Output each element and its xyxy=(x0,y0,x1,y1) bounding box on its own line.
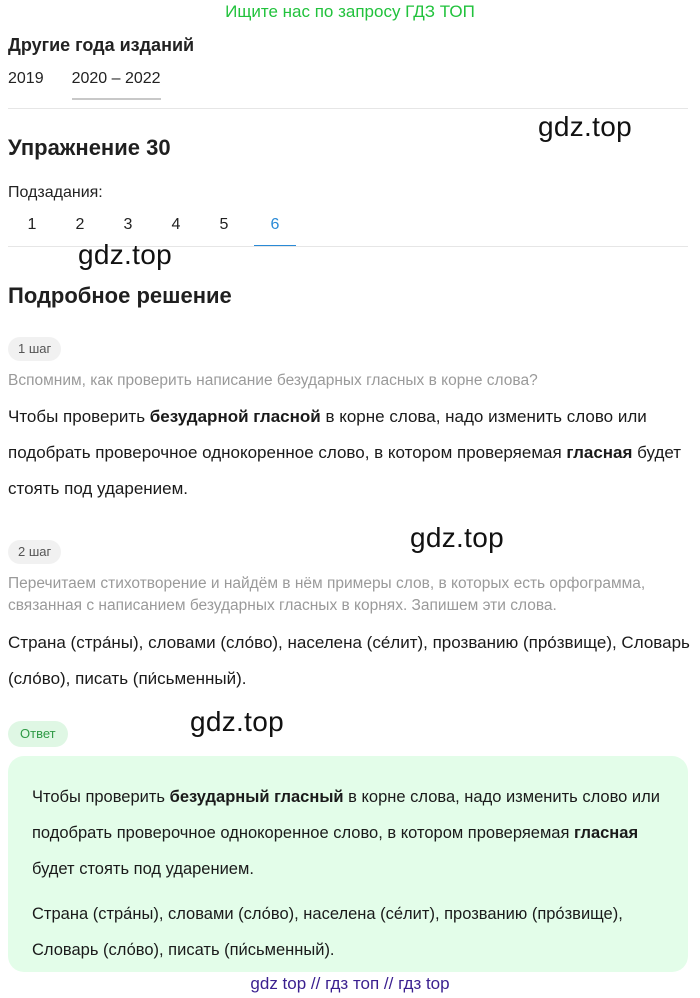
answer-badge: Ответ xyxy=(8,721,68,747)
solution-title: Подробное решение xyxy=(8,283,232,308)
subtask-tab-2[interactable]: 2 xyxy=(75,216,85,233)
subtask-tab-3[interactable]: 3 xyxy=(123,216,133,233)
divider xyxy=(8,108,688,109)
subtask-tab-6[interactable]: 6 xyxy=(254,208,296,247)
exercise-title: Упражнение 30 xyxy=(8,135,171,160)
step-badge: 1 шаг xyxy=(8,337,61,361)
subtask-tab-1[interactable]: 1 xyxy=(27,216,37,233)
watermark: gdz.top xyxy=(190,706,284,737)
step-text: Чтобы проверить безударной гласной в корне слова, надо изменить слово или подобрать проверочное однокоренное слово, в котором проверяемая гласная будет стоять под ударением. xyxy=(8,407,682,498)
step-words: Страна (стра́ны), словами (сло́во), населена (се́лит), прозванию (про́звище), Словарь (сло́во), писать (пи́сьменный). xyxy=(8,633,690,688)
promo-banner: Ищите нас по запросу ГДЗ ТОП xyxy=(225,2,475,21)
watermark: gdz.top xyxy=(538,111,632,142)
subtask-tab-5[interactable]: 5 xyxy=(219,216,229,233)
subtask-tab-4[interactable]: 4 xyxy=(171,216,181,233)
year-tab-2020-2022[interactable]: 2020 – 2022 xyxy=(72,70,161,100)
watermark: gdz.top xyxy=(410,522,504,553)
subtasks-label: Подзадания: xyxy=(8,184,103,201)
step-question: Перечитаем стихотворение и найдём в нём примеры слов, в которых есть орфограмма, связанная с написанием безударных гласных в корнях. Запишем эти слова. xyxy=(8,575,646,614)
step-badge: 2 шаг xyxy=(8,540,61,564)
editions-title: Другие года изданий xyxy=(8,35,195,55)
watermark: gdz.top xyxy=(78,239,172,270)
edition-year-tabs xyxy=(8,70,161,100)
year-tab-2019[interactable]: 2019 xyxy=(8,70,44,87)
footer-links: gdz top // гдз топ // гдз top xyxy=(250,974,450,993)
answer-text: Чтобы проверить безударный гласный в корне слова, надо изменить слово или подобрать проверочное однокоренное слово, в котором проверяемая гласная будет стоять под ударением. xyxy=(32,788,660,878)
answer-words: Страна (стра́ны), словами (сло́во), населена (се́лит), прозванию (про́звище), Словарь (сло́во), писать (пи́сьменный). xyxy=(32,905,623,959)
step-question: Вспомним, как проверить написание безударных гласных в корне слова? xyxy=(8,372,538,389)
